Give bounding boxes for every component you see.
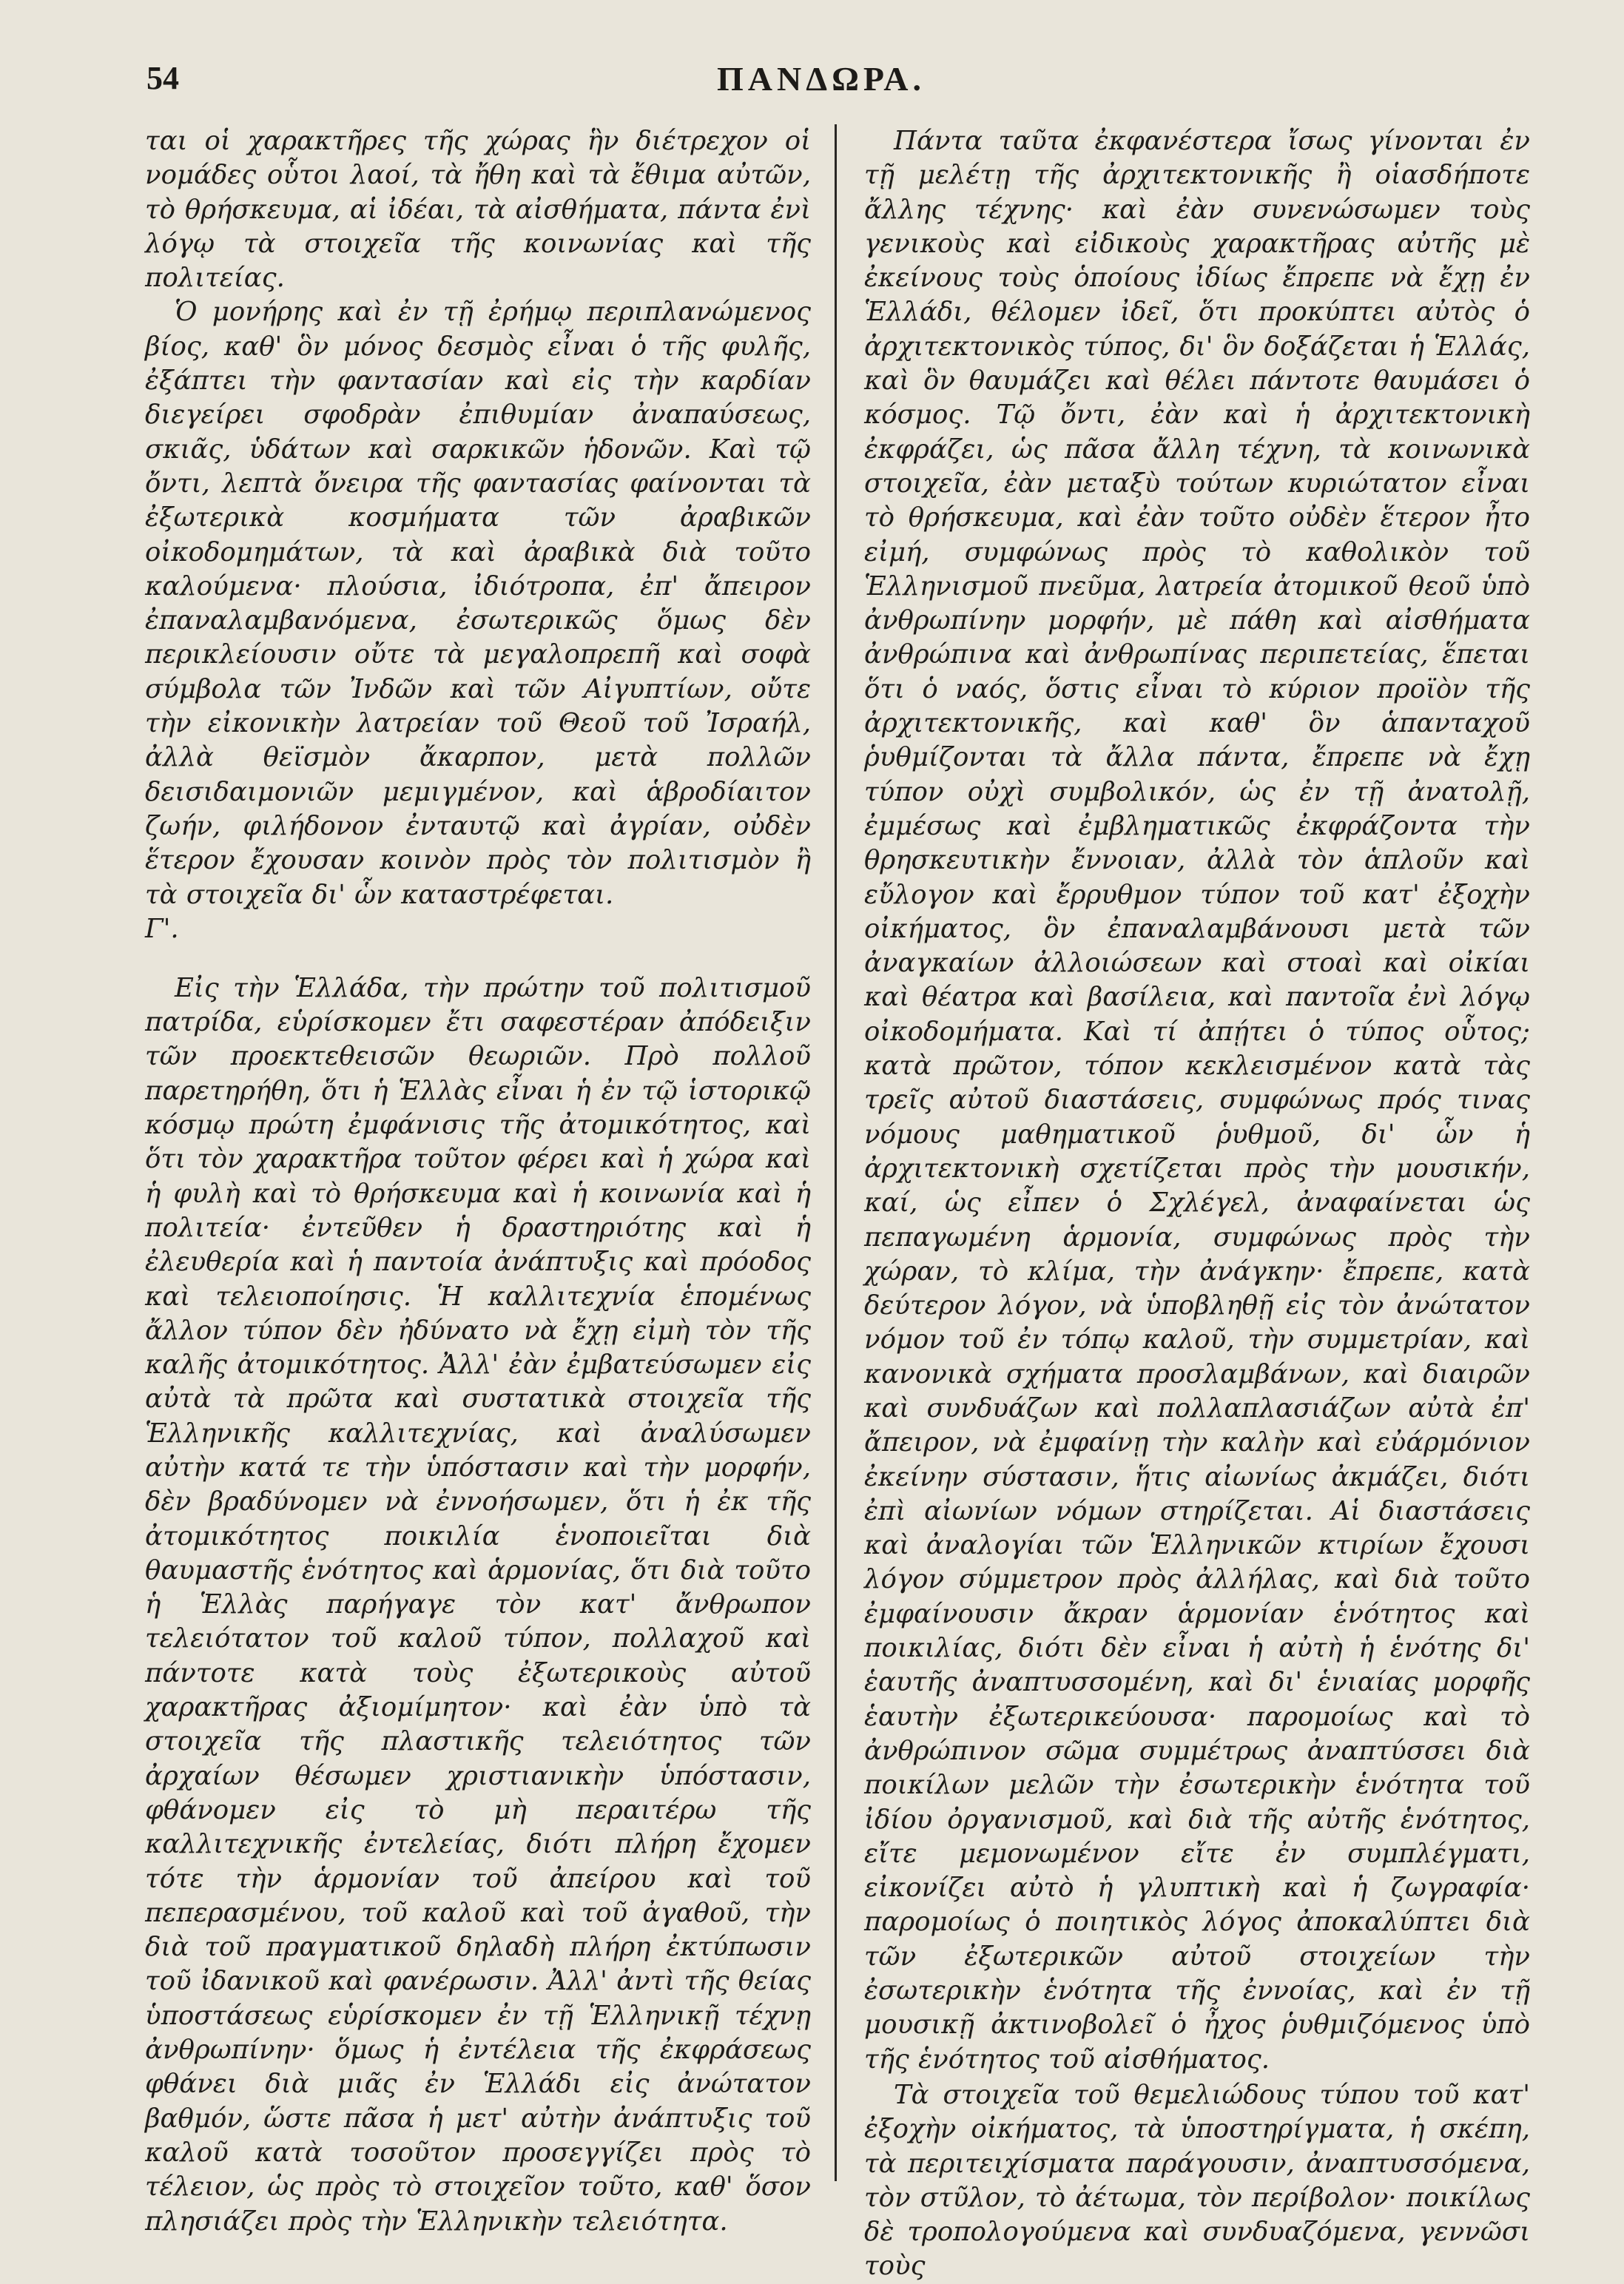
column-divider (835, 124, 837, 2181)
section-heading: Γ'. (145, 913, 179, 944)
page-number: 54 (146, 60, 179, 96)
left-column (145, 124, 811, 2239)
page-header (0, 59, 1624, 111)
running-title: ΠΑΝΔΩΡΑ. (717, 60, 926, 98)
paragraph: ται οἱ χαρακτῆρες τῆς χώρας ἣν διέτρεχον οἱ νομάδες οὗτοι λαοί, τὰ ἤθη καὶ τὰ ἔθιμα αὐτῶν, τὸ θρήσκευμα, αἱ ἰδέαι, τὰ αἰσθήματα, πάντα ἐνὶ λόγῳ τὰ στοιχεῖα τῆς κοινωνίας καὶ τῆς πολιτείας. (145, 126, 811, 294)
paragraph: Ὁ μονήρης καὶ ἐν τῇ ἐρήμῳ περιπλανώμενος βίος, καθ' ὃν μόνος δεσμὸς εἶναι ὁ τῆς φυλῆς, ἐξάπτει τὴν φαντασίαν καὶ εἰς τὴν καρδίαν διεγείρει σφοδρὰν ἐπιθυμίαν ἀναπαύσεως, σκιᾶς, ὑδάτων καὶ σαρκικῶν ἡδονῶν. Καὶ τῷ ὄντι, λεπτὰ ὄνειρα τῆς φαντασίας φαίνονται τὰ ἐξωτερικὰ κοσμήματα τῶν ἀραβικῶν οἰκοδομημάτων, τὰ καὶ ἀραβικὰ διὰ τοῦτο καλούμενα· πλούσια, ἰδιότροπα, ἐπ' ἄπειρον ἐπαναλαμβανόμενα, ἐσωτερικῶς ὅμως δὲν περικλείουσιν οὔτε τὰ μεγαλοπρεπῆ καὶ σοφὰ σύμβολα τῶν Ἰνδῶν καὶ τῶν Αἰγυπτίων, οὔτε τὴν εἰκονικὴν λατρείαν τοῦ Θεοῦ τοῦ Ἰσραήλ, ἀλλὰ θεϊσμὸν ἄκαρπον, μετὰ πολλῶν δεισιδαιμονιῶν μεμιγμένον, καὶ ἁβροδίαιτον ζωήν, φιλήδονον ἐνταυτῷ καὶ ἀγρίαν, οὐδὲν ἕτερον ἔχουσαν κοινὸν πρὸς τὸν πολιτισμὸν ἢ τὰ στοιχεῖα δι' ὧν καταστρέφεται. (145, 297, 811, 910)
paragraph: Πάντα ταῦτα ἐκφανέστερα ἴσως γίνονται ἐν τῇ μελέτῃ τῆς ἀρχιτεκτονικῆς ἢ οἱασδήποτε ἄλλης τέχνης· καὶ ἐὰν συνενώσωμεν τοὺς γενικοὺς καὶ εἰδικοὺς χαρακτῆρας αὐτῆς μὲ ἐκείνους τοὺς ὁποίους ἰδίως ἔπρεπε νὰ ἔχῃ ἐν Ἑλλάδι, θέλομεν ἰδεῖ, ὅτι προκύπτει αὐτὸς ὁ ἀρχιτεκτονικὸς τύπος, δι' ὃν δοξάζεται ἡ Ἑλλάς, καὶ ὃν θαυμάζει καὶ θέλει πάντοτε θαυμάσει ὁ κόσμος. Τῷ ὄντι, ἐὰν καὶ ἡ ἀρχιτεκτονικὴ ἐκφράζει, ὡς πᾶσα ἄλλη τέχνη, τὰ κοινωνικὰ στοιχεῖα, ἐὰν μεταξὺ τούτων κυριώτατον εἶναι τὸ θρήσκευμα, καὶ ἐὰν τοῦτο οὐδὲν ἕτερον ἦτο εἰμή, συμφώνως πρὸς τὸ καθολικὸν τοῦ Ἑλληνισμοῦ πνεῦμα, λατρεία ἀτομικοῦ θεοῦ ὑπὸ ἀνθρωπίνην μορφήν, μὲ πάθη καὶ αἰσθήματα ἀνθρώπινα καὶ ἀνθρωπίνας περιπετείας, ἕπεται ὅτι ὁ ναός, ὅστις εἶναι τὸ κύριον προϊὸν τῆς ἀρχιτεκτονικῆς, καὶ καθ' ὃν ἁπανταχοῦ ῥυθμίζονται τὰ ἄλλα πάντα, ἔπρεπε νὰ ἔχῃ τύπον οὐχὶ συμβολικόν, ὡς ἐν τῇ ἀνατολῇ, ἐμμέσως καὶ ἐμβληματικῶς ἐκφράζοντα τὴν θρησκευτικὴν ἔννοιαν, ἀλλὰ τὸν ἁπλοῦν καὶ εὔλογον καὶ ἔρρυθμον τύπον τοῦ κατ' ἐξοχὴν οἰκήματος, ὃν ἐπαναλαμβάνουσι μετὰ τῶν ἀναγκαίων ἀλλοιώσεων καὶ στοαὶ καὶ οἰκίαι καὶ θέατρα καὶ βασίλεια, καὶ παντοῖα ἐνὶ λόγῳ οἰκοδομήματα. Καὶ τί ἀπῄτει ὁ τύπος οὗτος; κατὰ πρῶτον, τόπον κεκλεισμένον κατὰ τὰς τρεῖς αὐτοῦ διαστάσεις, συμφώνως πρός τινας νόμους μαθηματικοῦ ῥυθμοῦ, δι' ὧν ἡ ἀρχιτεκτονικὴ σχετίζεται πρὸς τὴν μουσικήν, καί, ὡς εἶπεν ὁ Σχλέγελ, ἀναφαίνεται ὡς πεπαγωμένη ἁρμονία, συμφώνως πρὸς τὴν χώραν, τὸ κλίμα, τὴν ἀνάγκην· ἔπρεπε, κατὰ δεύτερον λόγον, νὰ ὑποβληθῇ εἰς τὸν ἀνώτατον νόμον τοῦ ἐν τόπῳ καλοῦ, τὴν συμμετρίαν, καὶ κανονικὰ σχήματα προσλαμβάνων, καὶ διαιρῶν καὶ συνδυάζων καὶ πολλαπλασιάζων αὐτὰ ἐπ' ἄπειρον, νὰ ἐμφαίνῃ τὴν καλὴν καὶ εὐάρμόνιον ἐκείνην σύστασιν, ἥτις αἰωνίως ἀκμάζει, διότι ἐπὶ αἰωνίων νόμων στηρίζεται. Αἱ διαστάσεις καὶ ἀναλογίαι τῶν Ἑλληνικῶν κτιρίων ἔχουσι λόγον σύμμετρον πρὸς ἀλλήλας, καὶ διὰ τοῦτο ἐμφαίνουσιν ἄκραν ἁρμονίαν ἑνότητος καὶ ποικιλίας, διότι δὲν εἶναι ἡ αὐτὴ ἡ ἑνότης δι' ἑαυτῆς ἀναπτυσσομένη, καὶ δι' ἑνιαίας μορφῆς ἑαυτὴν ἐξωτερικεύουσα· παρομοίως καὶ τὸ ἀνθρώπινον σῶμα συμμέτρως ἀναπτύσσει διὰ ποικίλων μελῶν τὴν ἐσωτερικὴν ἑνότητα τοῦ ἰδίου ὀργανισμοῦ, καὶ διὰ τῆς αὐτῆς ἑνότητος, εἴτε μεμονωμένον εἴτε ἐν συμπλέγματι, εἰκονίζει αὐτὸ ἡ γλυπτικὴ καὶ ἡ ζωγραφία· παρομοίως ὁ ποιητικὸς λόγος ἀποκαλύπτει διὰ τῶν ἐξωτερικῶν αὐτοῦ στοιχείων τὴν ἐσωτερικὴν ἑνότητα τῆς ἐννοίας, καὶ ἐν τῇ μουσικῇ ἀκτινοβολεῖ ὁ ἦχος ῥυθμιζόμενος ὑπὸ τῆς ἑνότητος τοῦ αἰσθήματος. (864, 126, 1530, 2075)
paragraph: Τὰ στοιχεῖα τοῦ θεμελιώδους τύπου τοῦ κατ' ἐξοχὴν οἰκήματος, τὰ ὑποστηρίγματα, ἡ σκέπη, τὰ περιτειχίσματα παράγουσιν, ἀναπτυσσόμενα, τὸν στῦλον, τὸ ἀέτωμα, τὸν περίβολον· ποικίλως δὲ τροπολογούμενα καὶ συνδυαζόμενα, γεννῶσι τοὺς (864, 2079, 1530, 2282)
right-column (864, 124, 1530, 2284)
paragraph: Εἰς τὴν Ἑλλάδα, τὴν πρώτην τοῦ πολιτισμοῦ πατρίδα, εὑρίσκομεν ἔτι σαφεστέραν ἀπόδειξιν τῶν προεκτεθεισῶν θεωριῶν. Πρὸ πολλοῦ παρετηρήθη, ὅτι ἡ Ἑλλὰς εἶναι ἡ ἐν τῷ ἱστορικῷ κόσμῳ πρώτη ἐμφάνισις τῆς ἀτομικότητος, καὶ ὅτι τὸν χαρακτῆρα τοῦτον φέρει καὶ ἡ χώρα καὶ ἡ φυλὴ καὶ τὸ θρήσκευμα καὶ ἡ κοινωνία καὶ ἡ πολιτεία· ἐντεῦθεν ἡ δραστηριότης καὶ ἡ ἐλευθερία καὶ ἡ παντοία ἀνάπτυξις καὶ πρόοδος καὶ τελειοποίησις. Ἡ καλλιτεχνία ἑπομένως ἄλλον τύπον δὲν ἠδύνατο νὰ ἔχῃ εἰμὴ τὸν τῆς καλῆς ἀτομικότητος. Ἀλλ' ἐὰν ἐμβατεύσωμεν εἰς αὐτὰ τὰ πρῶτα καὶ συστατικὰ στοιχεῖα τῆς Ἑλληνικῆς καλλιτεχνίας, καὶ ἀναλύσωμεν αὐτὴν κατά τε τὴν ὑπόστασιν καὶ τὴν μορφήν, δὲν βραδύνομεν νὰ ἐννοήσωμεν, ὅτι ἡ ἐκ τῆς ἀτομικότητος ποικιλία ἑνοποιεῖται διὰ θαυμαστῆς ἑνότητος καὶ ἁρμονίας, ὅτι διὰ τοῦτο ἡ Ἑλλὰς παρήγαγε τὸν κατ' ἄνθρωπον τελειότατον τοῦ καλοῦ τύπον, πολλαχοῦ καὶ πάντοτε κατὰ τοὺς ἐξωτερικοὺς αὐτοῦ χαρακτῆρας ἀξιομίμητον· καὶ ἐὰν ὑπὸ τὰ στοιχεῖα τῆς πλαστικῆς τελειότητος τῶν ἀρχαίων θέσωμεν χριστιανικὴν ὑπόστασιν, φθάνομεν εἰς τὸ μὴ περαιτέρω τῆς καλλιτεχνικῆς ἐντελείας, διότι πλήρη ἔχομεν τότε τὴν ἁρμονίαν τοῦ ἀπείρου καὶ τοῦ πεπερασμένου, τοῦ καλοῦ καὶ τοῦ ἀγαθοῦ, τὴν διὰ τοῦ πραγματικοῦ δηλαδὴ πλήρη ἐκτύπωσιν τοῦ ἰδανικοῦ καὶ φανέρωσιν. Ἀλλ' ἀντὶ τῆς θείας ὑποστάσεως εὑρίσκομεν ἐν τῇ Ἑλληνικῇ τέχνῃ ἀνθρωπίνην· ὅμως ἡ ἐντέλεια τῆς ἐκφράσεως φθάνει διὰ μιᾶς ἐν Ἑλλάδι εἰς ἀνώτατον βαθμόν, ὥστε πᾶσα ἡ μετ' αὐτὴν ἀνάπτυξις τοῦ καλοῦ κατὰ τοσοῦτον προσεγγίζει πρὸς τὸ τέλειον, ὡς πρὸς τὸ στοιχεῖον τοῦτο, καθ' ὅσον πλησιάζει πρὸς τὴν Ἑλληνικὴν τελειότητα. (145, 972, 811, 2237)
